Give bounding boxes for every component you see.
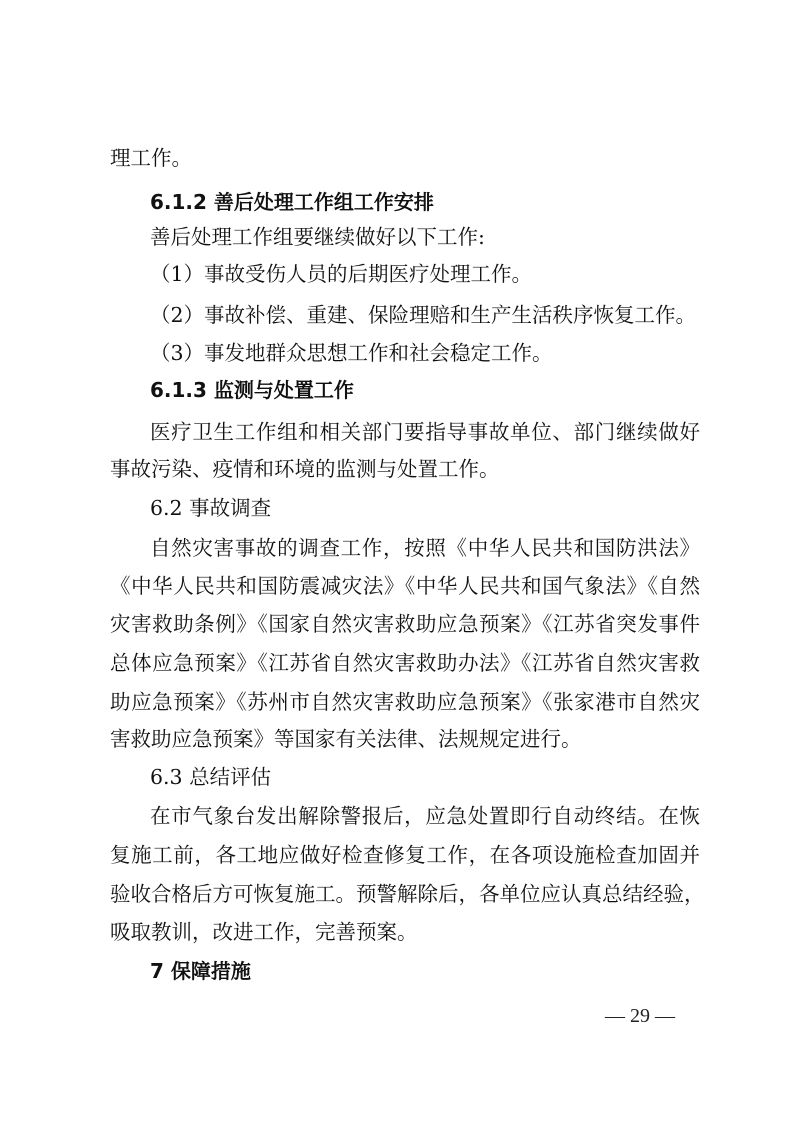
body-text-line: 事故污染、疫情和环境的监测与处置工作。 <box>110 457 500 481</box>
body-text-line: 助应急预案》《苏州市自然灾害救助应急预案》《张家港市自然灾 <box>110 690 700 714</box>
body-text-line: 复施工前，各工地应做好检查修复工作，在各项设施检查加固并 <box>110 843 700 867</box>
page-number: — 29 — <box>605 1005 675 1027</box>
section-heading-6-1-2: 6.1.2 善后处理工作组工作安排 <box>150 190 434 214</box>
section-heading-6-3: 6.3 总结评估 <box>150 765 272 789</box>
body-text-line: 吸取教训，改进工作，完善预案。 <box>110 920 418 944</box>
body-text-continuation: 理工作。 <box>110 146 192 170</box>
body-text-line: 自然灾害事故的调查工作，按照《中华人民共和国防洪法》 <box>150 536 700 560</box>
section-heading-6-1-3: 6.1.3 监测与处置工作 <box>150 378 354 402</box>
body-text-line: 验收合格后方可恢复施工。预警解除后，各单位应认真总结经验， <box>110 882 705 906</box>
body-text-line: 《中华人民共和国防震减灾法》《中华人民共和国气象法》《自然 <box>110 574 700 598</box>
body-text-line: 在市气象台发出解除警报后，应急处置即行自动终结。在恢 <box>150 804 700 828</box>
body-text-line: 害救助应急预案》等国家有关法律、法规规定进行。 <box>110 727 582 751</box>
list-item: （3）事发地群众思想工作和社会稳定工作。 <box>150 341 553 365</box>
section-heading-7: 7 保障措施 <box>150 959 251 983</box>
body-text-line: 善后处理工作组要继续做好以下工作: <box>150 225 485 249</box>
body-text-line: 医疗卫生工作组和相关部门要指导事故单位、部门继续做好 <box>150 420 700 444</box>
body-text-line: 总体应急预案》《江苏省自然灾害救助办法》《江苏省自然灾害救 <box>110 651 700 675</box>
list-item: （1）事故受伤人员的后期医疗处理工作。 <box>150 262 533 286</box>
list-item: （2）事故补偿、重建、保险理赔和生产生活秩序恢复工作。 <box>150 303 697 327</box>
body-text-line: 灾害救助条例》《国家自然灾害救助应急预案》《江苏省突发事件 <box>110 612 700 636</box>
section-heading-6-2: 6.2 事故调查 <box>150 496 272 520</box>
